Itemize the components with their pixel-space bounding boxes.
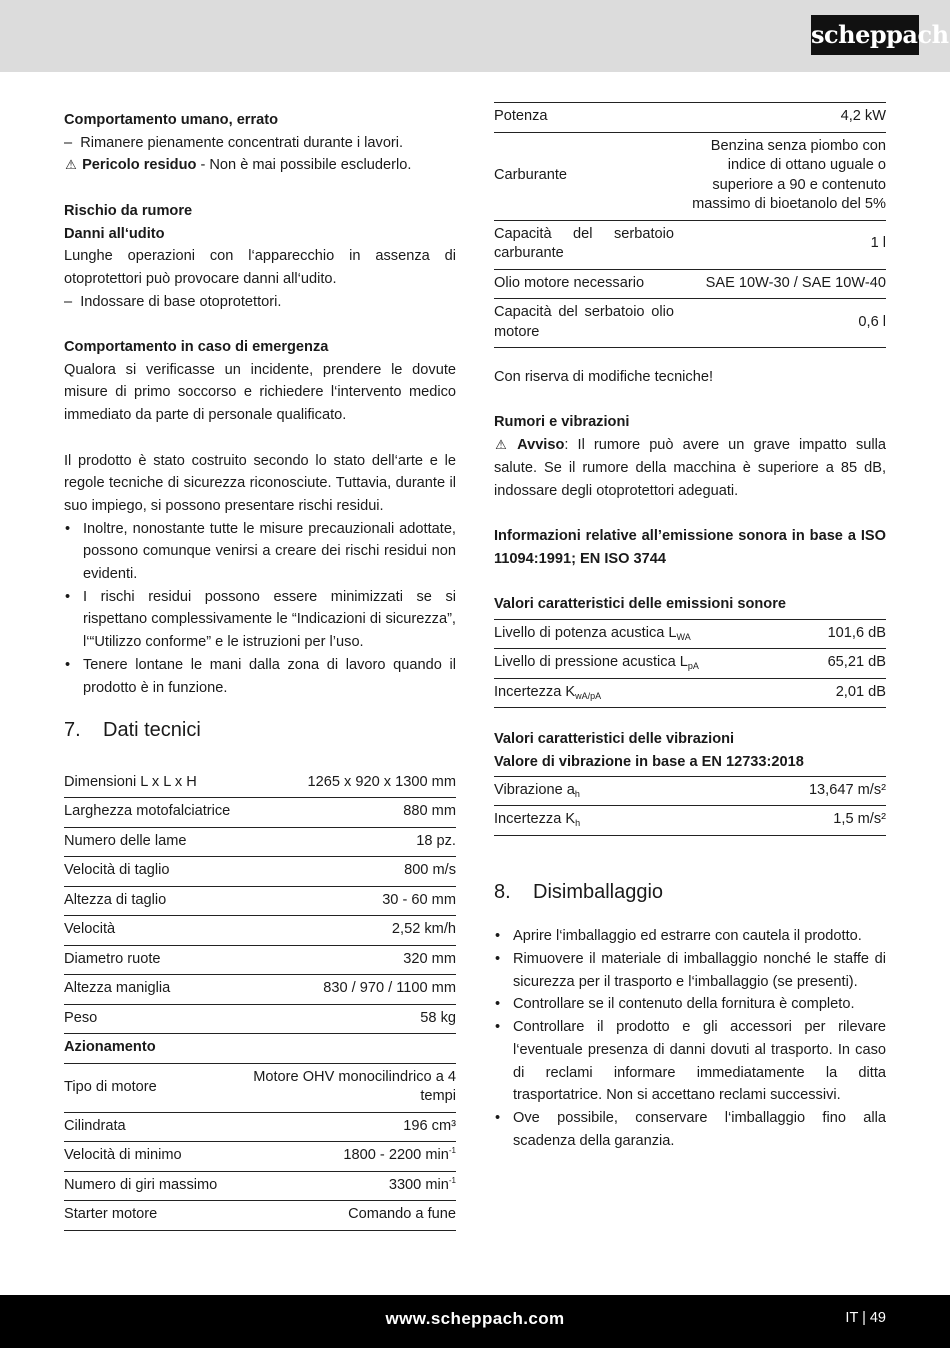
table-row: Incertezza $K_h$ 1,5 m/s² bbox=[494, 806, 886, 836]
heading-noise-vibration: Rumori e vibrazioni bbox=[494, 414, 630, 431]
heading-hearing-damage: Danni all‘udito bbox=[64, 225, 165, 242]
emission-values-heading: Valori caratteristici delle emissioni sonore bbox=[494, 595, 786, 612]
dash-item: – Rimanere pienamente concentrati durante i lavori. bbox=[64, 134, 404, 151]
list-item: • Ove possibile, conservare l‘imballaggio fino alla scadenza della garanzia. bbox=[494, 1107, 886, 1152]
paragraph-residual-risks: Il prodotto è stato costruito secondo lo stato dell‘arte e le regole tecniche di sicurezza riconosciute. Tuttavia, durante il suo impiego, si possono presentare rischi residui. bbox=[64, 452, 456, 514]
heading-emergency: Comportamento in caso di emergenza bbox=[64, 339, 329, 355]
left-column bbox=[64, 100, 456, 1231]
right-column bbox=[494, 100, 886, 1152]
table-row: Capacità del serbatoio carburante 1 l bbox=[494, 220, 886, 269]
list-item: • Tenere lontane le mani dalla zona di lavoro quando il prodotto è in funzione. bbox=[64, 654, 456, 699]
table-row: Tipo di motore Motore OHV monocilindrico a 4 tempi bbox=[64, 1063, 456, 1112]
table-row: Peso 58 kg bbox=[64, 1004, 456, 1034]
table-row: Velocità 2,52 km/h bbox=[64, 916, 456, 946]
drive-section-title: Azionamento bbox=[64, 1034, 456, 1064]
list-item: • Aprire l‘imballaggio ed estrarre con cautela il prodotto. bbox=[494, 925, 886, 948]
table-row: Diametro ruote 320 mm bbox=[64, 945, 456, 975]
footer-bar bbox=[0, 1295, 950, 1348]
noise-warning: ⚠ Avviso: Il rumore può avere un grave impatto sulla salute. Se il rumore della macchina è superiore a 85 dB, indossare degli otoprotettori adeguati. bbox=[494, 434, 886, 502]
dash-item: – Indossare di base otoprotettori. bbox=[64, 293, 282, 310]
table-row: Incertezza $K_{wA/pA}$ 2,01 dB bbox=[494, 678, 886, 708]
residual-risk-warning: ⚠ Pericolo residuo - Non è mai possibile escluderlo. bbox=[64, 154, 456, 177]
technical-reserve-note: Con riserva di modifiche tecniche! bbox=[494, 369, 714, 385]
noise-info-heading: Informazioni relative all’emissione sonora in base a ISO 11094:1991; EN ISO 3744 bbox=[494, 527, 886, 567]
unpacking-list bbox=[494, 925, 886, 1152]
list-item: • Controllare il prodotto e gli accessori per rilevare l‘eventuale presenza di danni dovuti al trasporto. In caso di reclami informare immediatamente la ditta trasportatrice. Non si accettano reclami successivi. bbox=[494, 1016, 886, 1107]
list-item: • Rimuovere il materiale di imballaggio nonché le staffe di sicurezza per il trasporto e l‘imballaggio (se presenti). bbox=[494, 948, 886, 993]
table-row: Potenza 4,2 kW bbox=[494, 103, 886, 133]
residual-risk-list bbox=[64, 518, 456, 700]
table-row: Livello di potenza acustica $L_{WA}$ 101,6 dB bbox=[494, 619, 886, 649]
tech-data-table bbox=[64, 769, 456, 1231]
header-bar bbox=[0, 0, 950, 72]
warning-triangle-icon: ⚠ bbox=[65, 157, 77, 173]
table-row: Dimensioni L x L x H 1265 x 920 x 1300 mm bbox=[64, 769, 456, 798]
table-row: Larghezza motofalciatrice 880 mm bbox=[64, 798, 456, 828]
table-row: Livello di pressione acustica $L_{pA}$ 65,21 dB bbox=[494, 649, 886, 679]
footer-url[interactable]: www.scheppach.com bbox=[385, 1309, 565, 1328]
table-row: Carburante Benzina senza piombo con indice di ottano uguale o superiore a 90 e contenuto massimo di bioetanolo del 5% bbox=[494, 132, 886, 220]
vibration-table bbox=[494, 776, 886, 836]
warning-triangle-icon: ⚠ bbox=[495, 437, 507, 453]
table-section-row bbox=[64, 1034, 456, 1064]
page-number: IT | 49 bbox=[845, 1310, 886, 1326]
table-row: Vibrazione $a_h$ 13,647 m/s² bbox=[494, 776, 886, 806]
engine-data-table bbox=[494, 102, 886, 348]
noise-table bbox=[494, 619, 886, 709]
table-row: Altezza di taglio 30 - 60 mm bbox=[64, 886, 456, 916]
table-row: Altezza maniglia 830 / 970 / 1100 mm bbox=[64, 975, 456, 1005]
list-item: • I rischi residui possono essere minimizzati se si rispettano complessivamente le “Indicazioni di sicurezza”, l‘“Utilizzo conforme” e le istruzioni per l’uso. bbox=[64, 586, 456, 654]
table-row: Velocità di minimo 1800 - 2200 $\min^{-1}$ bbox=[64, 1142, 456, 1172]
heading-human-behavior: Comportamento umano, errato bbox=[64, 112, 279, 128]
vibration-heading: Valori caratteristici delle vibrazioni bbox=[494, 731, 735, 748]
section-title-7: 7. Dati tecnici bbox=[64, 719, 201, 742]
table-row: Velocità di taglio 800 m/s bbox=[64, 857, 456, 887]
section-title-8: 8. Disimballaggio bbox=[494, 880, 664, 903]
table-row: Olio motore necessario SAE 10W-30 / SAE 10W-40 bbox=[494, 269, 886, 299]
vibration-standard-heading: Valore di vibrazione in base a EN 12733:2018 bbox=[494, 753, 804, 770]
paragraph-emergency: Qualora si verificasse un incidente, prendere le dovute misure di primo soccorso e richiedere l‘intervento medico immediato da parte di personale qualificato. bbox=[64, 361, 456, 424]
list-item: • Controllare se il contenuto della fornitura è completo. bbox=[494, 993, 886, 1016]
brand-logo: scheppach bbox=[811, 15, 919, 55]
paragraph-hearing: Lunghe operazioni con l‘apparecchio in assenza di otoprotettori può provocare danni all‘udito. bbox=[64, 248, 456, 287]
table-row: Numero di giri massimo 3300 $\min^{-1}$ bbox=[64, 1171, 456, 1201]
heading-noise-risk: Rischio da rumore bbox=[64, 202, 193, 219]
list-item: • Inoltre, nonostante tutte le misure precauzionali adottate, possono comunque venirsi a creare dei rischi residui non evidenti. bbox=[64, 518, 456, 586]
table-row: Cilindrata 196 cm³ bbox=[64, 1112, 456, 1142]
table-row: Numero delle lame 18 pz. bbox=[64, 827, 456, 857]
table-row: Capacità del serbatoio olio motore 0,6 l bbox=[494, 299, 886, 348]
table-row: Starter motore Comando a fune bbox=[64, 1201, 456, 1231]
